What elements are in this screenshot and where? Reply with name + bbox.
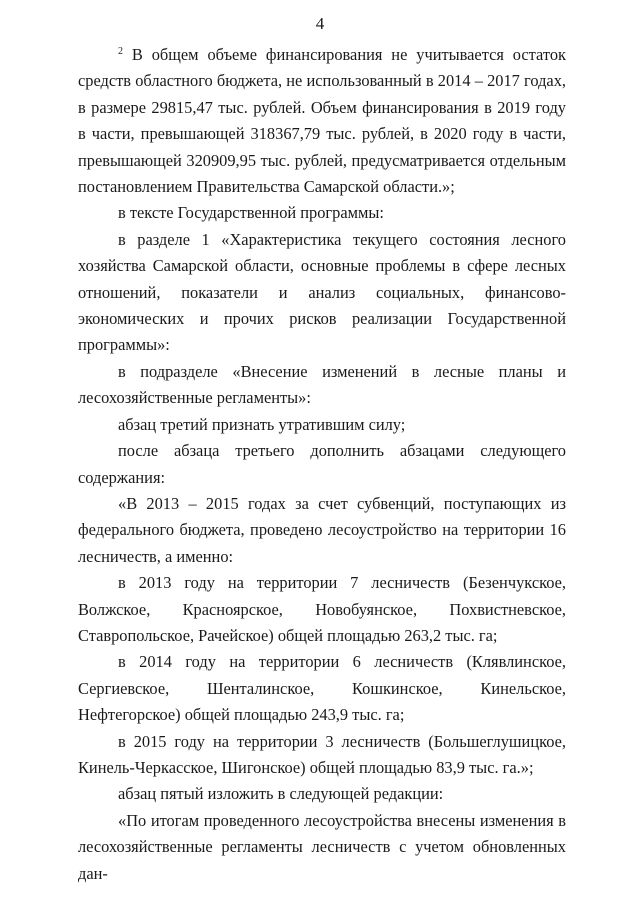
- footnote-mark: 2: [118, 46, 123, 57]
- paragraph-program-text: в тексте Государственной программы:: [118, 203, 384, 223]
- paragraph-addition: после абзаца третьего дополнить абзацами следующего содержания:: [78, 441, 566, 487]
- paragraph-forest-inventory: «В 2013 – 2015 годах за счет субвенций, поступающих из федерального бюджета, проведено лесоустройство на территории 16 лесничеств, а именно:: [78, 493, 566, 566]
- paragraph-year-2015: в 2015 году на территории 3 лесничеств (Большеглушицкое, Кинель-Черкасское, Шигонское) общей площадью 83,9 тыс. га.»;: [78, 731, 566, 777]
- paragraph-results: «По итогам проведенного лесоустройства внесены изменения в лесохозяйственные регламенты лесничеств с учетом обновленных дан-: [78, 810, 566, 883]
- footnote-paragraph: [78, 42, 566, 200]
- document-body: [78, 42, 566, 887]
- paragraph-year-2014: в 2014 году на территории 6 лесничеств (Клявлинское, Сергиевское, Шенталинское, Кошкинское, Кинельское, Нефтегорское) общей площадью 243,9 тыс. га;: [78, 652, 566, 725]
- paragraph-subsection: в подразделе «Внесение изменений в лесные планы и лесохозяйственные регламенты»:: [78, 361, 566, 408]
- paragraph-year-2013: в 2013 году на территории 7 лесничеств (Безенчукское, Волжское, Красноярское, Новобуянское, Похвистневское, Ставропольское, Рачейское) общей площадью 263,2 тыс. га;: [78, 573, 566, 645]
- paragraph-fifth-edit: абзац пятый изложить в следующей редакции:: [118, 784, 444, 804]
- paragraph-repeal: абзац третий признать утратившим силу;: [118, 414, 406, 434]
- footnote-text: В общем объеме финансирования не учитывается остаток средств областного бюджета, не использованный в 2014 – 2017 годах, в размере 29815,47 тыс. рублей. Объем финансирования в 2019 году в части, превышающей 318367,79 тыс. рублей, в 2020 году в части, превышающей 320909,95 тыс. рублей, предусматривается отдельным постановлением Правительства Самарской области.»;: [78, 45, 566, 197]
- paragraph-section-1: в разделе 1 «Характеристика текущего состояния лесного хозяйства Самарской области, основные проблемы в сфере лесных отношений, показатели и анализ социальных, финансово-экономических и прочих рисков реализации Государственной программы»:: [78, 229, 566, 355]
- page-number: 4: [315, 14, 325, 33]
